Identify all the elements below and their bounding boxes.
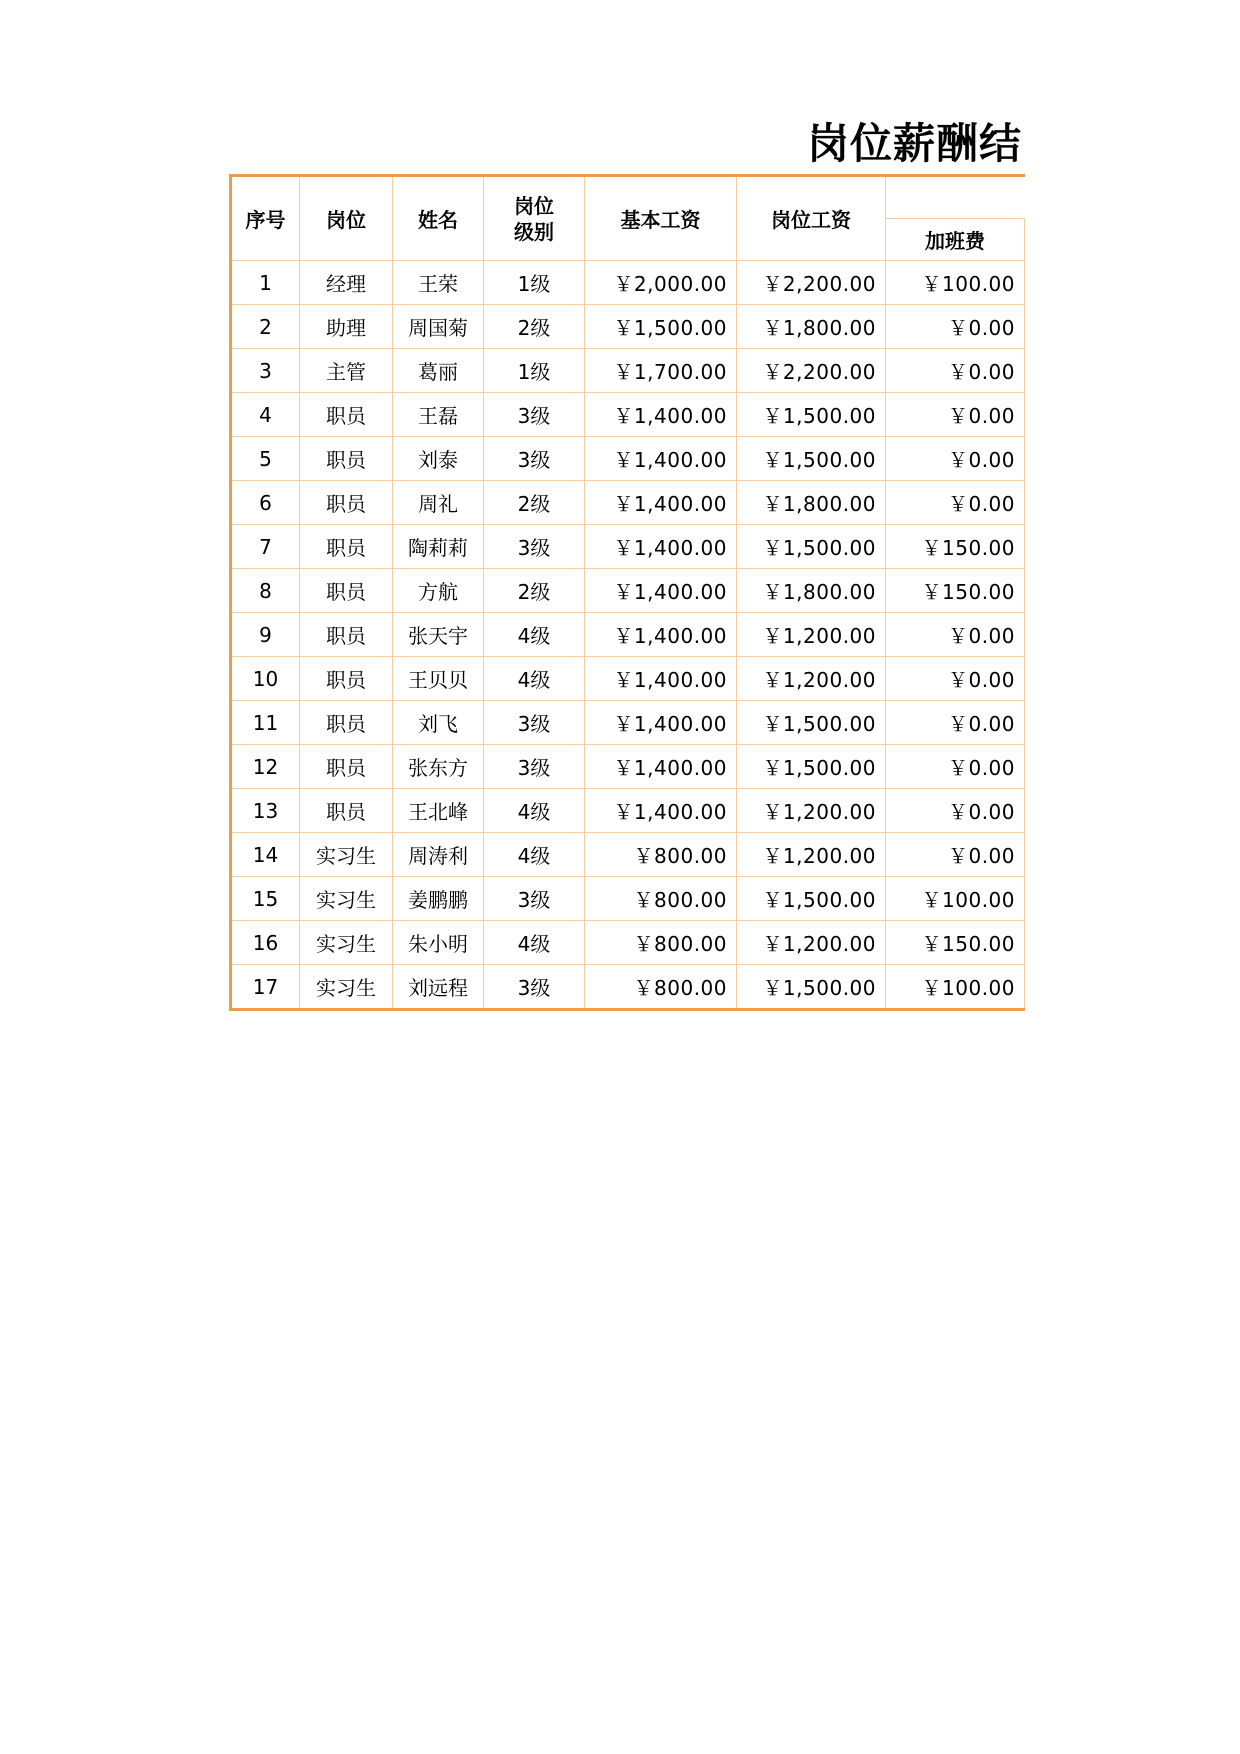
cell-position: 职员 bbox=[300, 393, 393, 437]
cell-index: 13 bbox=[231, 789, 300, 833]
header-overtime: 加班费 bbox=[886, 219, 1025, 261]
table-row bbox=[231, 261, 1025, 305]
header-base-salary: 基本工资 bbox=[585, 176, 737, 261]
cell-name: 周涛利 bbox=[393, 833, 484, 877]
cell-index: 14 bbox=[231, 833, 300, 877]
cell-name: 王荣 bbox=[393, 261, 484, 305]
header-level-line2: 级别 bbox=[514, 219, 554, 244]
cell-base-salary: ￥1,400.00 bbox=[585, 525, 737, 569]
cell-index: 11 bbox=[231, 701, 300, 745]
cell-position-salary: ￥1,800.00 bbox=[737, 569, 886, 613]
cell-overtime: ￥100.00 bbox=[886, 877, 1025, 921]
cell-base-salary: ￥1,400.00 bbox=[585, 437, 737, 481]
cell-level: 3级 bbox=[484, 965, 585, 1010]
cell-position-salary: ￥1,200.00 bbox=[737, 789, 886, 833]
table-row bbox=[231, 657, 1025, 701]
cell-index: 2 bbox=[231, 305, 300, 349]
table-row bbox=[231, 789, 1025, 833]
cell-name: 张天宇 bbox=[393, 613, 484, 657]
cell-base-salary: ￥1,400.00 bbox=[585, 789, 737, 833]
table-row bbox=[231, 437, 1025, 481]
cell-base-salary: ￥1,700.00 bbox=[585, 349, 737, 393]
cell-overtime: ￥0.00 bbox=[886, 789, 1025, 833]
cell-name: 王磊 bbox=[393, 393, 484, 437]
cell-base-salary: ￥1,400.00 bbox=[585, 657, 737, 701]
cell-position: 实习生 bbox=[300, 965, 393, 1010]
cell-position: 职员 bbox=[300, 569, 393, 613]
cell-base-salary: ￥1,400.00 bbox=[585, 701, 737, 745]
cell-overtime: ￥0.00 bbox=[886, 657, 1025, 701]
cell-index: 9 bbox=[231, 613, 300, 657]
cell-overtime: ￥0.00 bbox=[886, 393, 1025, 437]
cell-base-salary: ￥800.00 bbox=[585, 965, 737, 1010]
cell-level: 1级 bbox=[484, 349, 585, 393]
cell-base-salary: ￥800.00 bbox=[585, 877, 737, 921]
cell-overtime: ￥0.00 bbox=[886, 481, 1025, 525]
cell-base-salary: ￥2,000.00 bbox=[585, 261, 737, 305]
cell-level: 3级 bbox=[484, 437, 585, 481]
cell-position-salary: ￥2,200.00 bbox=[737, 349, 886, 393]
cell-position: 经理 bbox=[300, 261, 393, 305]
cell-position-salary: ￥1,200.00 bbox=[737, 613, 886, 657]
table-row bbox=[231, 525, 1025, 569]
cell-position: 主管 bbox=[300, 349, 393, 393]
cell-level: 4级 bbox=[484, 833, 585, 877]
cell-position-salary: ￥2,200.00 bbox=[737, 261, 886, 305]
header-level-line1: 岗位 bbox=[514, 193, 554, 218]
cell-base-salary: ￥1,400.00 bbox=[585, 745, 737, 789]
table-row bbox=[231, 481, 1025, 525]
salary-table bbox=[229, 174, 1025, 1011]
cell-name: 陶莉莉 bbox=[393, 525, 484, 569]
cell-base-salary: ￥1,400.00 bbox=[585, 481, 737, 525]
cell-index: 1 bbox=[231, 261, 300, 305]
cell-name: 王贝贝 bbox=[393, 657, 484, 701]
cell-level: 4级 bbox=[484, 613, 585, 657]
cell-level: 4级 bbox=[484, 921, 585, 965]
cell-name: 葛丽 bbox=[393, 349, 484, 393]
cell-position-salary: ￥1,500.00 bbox=[737, 393, 886, 437]
table-row bbox=[231, 833, 1025, 877]
cell-position: 实习生 bbox=[300, 921, 393, 965]
cell-overtime: ￥0.00 bbox=[886, 305, 1025, 349]
cell-position-salary: ￥1,500.00 bbox=[737, 745, 886, 789]
cell-index: 17 bbox=[231, 965, 300, 1010]
cell-overtime: ￥0.00 bbox=[886, 701, 1025, 745]
table-row bbox=[231, 349, 1025, 393]
cell-position: 职员 bbox=[300, 525, 393, 569]
cell-name: 朱小明 bbox=[393, 921, 484, 965]
cell-position-salary: ￥1,200.00 bbox=[737, 657, 886, 701]
cell-index: 5 bbox=[231, 437, 300, 481]
cell-position-salary: ￥1,800.00 bbox=[737, 305, 886, 349]
document-title: 岗位薪酬结 bbox=[806, 119, 1022, 168]
cell-position: 助理 bbox=[300, 305, 393, 349]
cell-position-salary: ￥1,200.00 bbox=[737, 921, 886, 965]
cell-position-salary: ￥1,500.00 bbox=[737, 877, 886, 921]
cell-overtime: ￥100.00 bbox=[886, 965, 1025, 1010]
cell-name: 王北峰 bbox=[393, 789, 484, 833]
cell-level: 4级 bbox=[484, 789, 585, 833]
cell-position: 职员 bbox=[300, 657, 393, 701]
table-row bbox=[231, 569, 1025, 613]
cell-overtime: ￥0.00 bbox=[886, 349, 1025, 393]
cell-position: 职员 bbox=[300, 613, 393, 657]
header-level bbox=[484, 176, 585, 261]
table-row bbox=[231, 745, 1025, 789]
cell-base-salary: ￥800.00 bbox=[585, 833, 737, 877]
cell-position: 实习生 bbox=[300, 877, 393, 921]
cell-position: 实习生 bbox=[300, 833, 393, 877]
cell-overtime: ￥150.00 bbox=[886, 525, 1025, 569]
cell-level: 2级 bbox=[484, 481, 585, 525]
cell-level: 3级 bbox=[484, 745, 585, 789]
cell-base-salary: ￥1,400.00 bbox=[585, 569, 737, 613]
header-name: 姓名 bbox=[393, 176, 484, 261]
table-row bbox=[231, 701, 1025, 745]
cell-name: 刘泰 bbox=[393, 437, 484, 481]
cell-base-salary: ￥1,400.00 bbox=[585, 613, 737, 657]
cell-position-salary: ￥1,500.00 bbox=[737, 437, 886, 481]
cell-level: 2级 bbox=[484, 305, 585, 349]
cell-base-salary: ￥800.00 bbox=[585, 921, 737, 965]
cell-index: 12 bbox=[231, 745, 300, 789]
cell-position: 职员 bbox=[300, 745, 393, 789]
cell-index: 10 bbox=[231, 657, 300, 701]
cell-overtime: ￥0.00 bbox=[886, 745, 1025, 789]
header-position: 岗位 bbox=[300, 176, 393, 261]
table-header-row bbox=[231, 176, 1025, 219]
cell-overtime: ￥150.00 bbox=[886, 921, 1025, 965]
cell-position: 职员 bbox=[300, 789, 393, 833]
cell-level: 3级 bbox=[484, 393, 585, 437]
cell-position-salary: ￥1,500.00 bbox=[737, 701, 886, 745]
table-row bbox=[231, 965, 1025, 1010]
cell-overtime: ￥0.00 bbox=[886, 613, 1025, 657]
cell-name: 张东方 bbox=[393, 745, 484, 789]
header-empty-cell bbox=[886, 176, 1025, 219]
cell-position-salary: ￥1,200.00 bbox=[737, 833, 886, 877]
table-row bbox=[231, 877, 1025, 921]
cell-level: 2级 bbox=[484, 569, 585, 613]
cell-index: 15 bbox=[231, 877, 300, 921]
cell-name: 姜鹏鹏 bbox=[393, 877, 484, 921]
cell-position-salary: ￥1,500.00 bbox=[737, 965, 886, 1010]
table-body bbox=[231, 261, 1025, 1010]
table-row bbox=[231, 305, 1025, 349]
cell-position-salary: ￥1,500.00 bbox=[737, 525, 886, 569]
cell-name: 方航 bbox=[393, 569, 484, 613]
cell-index: 8 bbox=[231, 569, 300, 613]
cell-level: 1级 bbox=[484, 261, 585, 305]
cell-position: 职员 bbox=[300, 481, 393, 525]
cell-name: 周国菊 bbox=[393, 305, 484, 349]
header-index: 序号 bbox=[231, 176, 300, 261]
cell-name: 刘远程 bbox=[393, 965, 484, 1010]
header-position-salary: 岗位工资 bbox=[737, 176, 886, 261]
cell-index: 3 bbox=[231, 349, 300, 393]
cell-level: 4级 bbox=[484, 657, 585, 701]
cell-position: 职员 bbox=[300, 701, 393, 745]
cell-index: 4 bbox=[231, 393, 300, 437]
cell-overtime: ￥0.00 bbox=[886, 437, 1025, 481]
cell-base-salary: ￥1,500.00 bbox=[585, 305, 737, 349]
cell-level: 3级 bbox=[484, 877, 585, 921]
cell-position: 职员 bbox=[300, 437, 393, 481]
cell-name: 刘飞 bbox=[393, 701, 484, 745]
cell-index: 7 bbox=[231, 525, 300, 569]
cell-index: 16 bbox=[231, 921, 300, 965]
cell-position-salary: ￥1,800.00 bbox=[737, 481, 886, 525]
table-row bbox=[231, 613, 1025, 657]
cell-overtime: ￥150.00 bbox=[886, 569, 1025, 613]
cell-overtime: ￥100.00 bbox=[886, 261, 1025, 305]
cell-index: 6 bbox=[231, 481, 300, 525]
cell-level: 3级 bbox=[484, 701, 585, 745]
table-row bbox=[231, 921, 1025, 965]
cell-overtime: ￥0.00 bbox=[886, 833, 1025, 877]
table-row bbox=[231, 393, 1025, 437]
cell-name: 周礼 bbox=[393, 481, 484, 525]
cell-base-salary: ￥1,400.00 bbox=[585, 393, 737, 437]
cell-level: 3级 bbox=[484, 525, 585, 569]
